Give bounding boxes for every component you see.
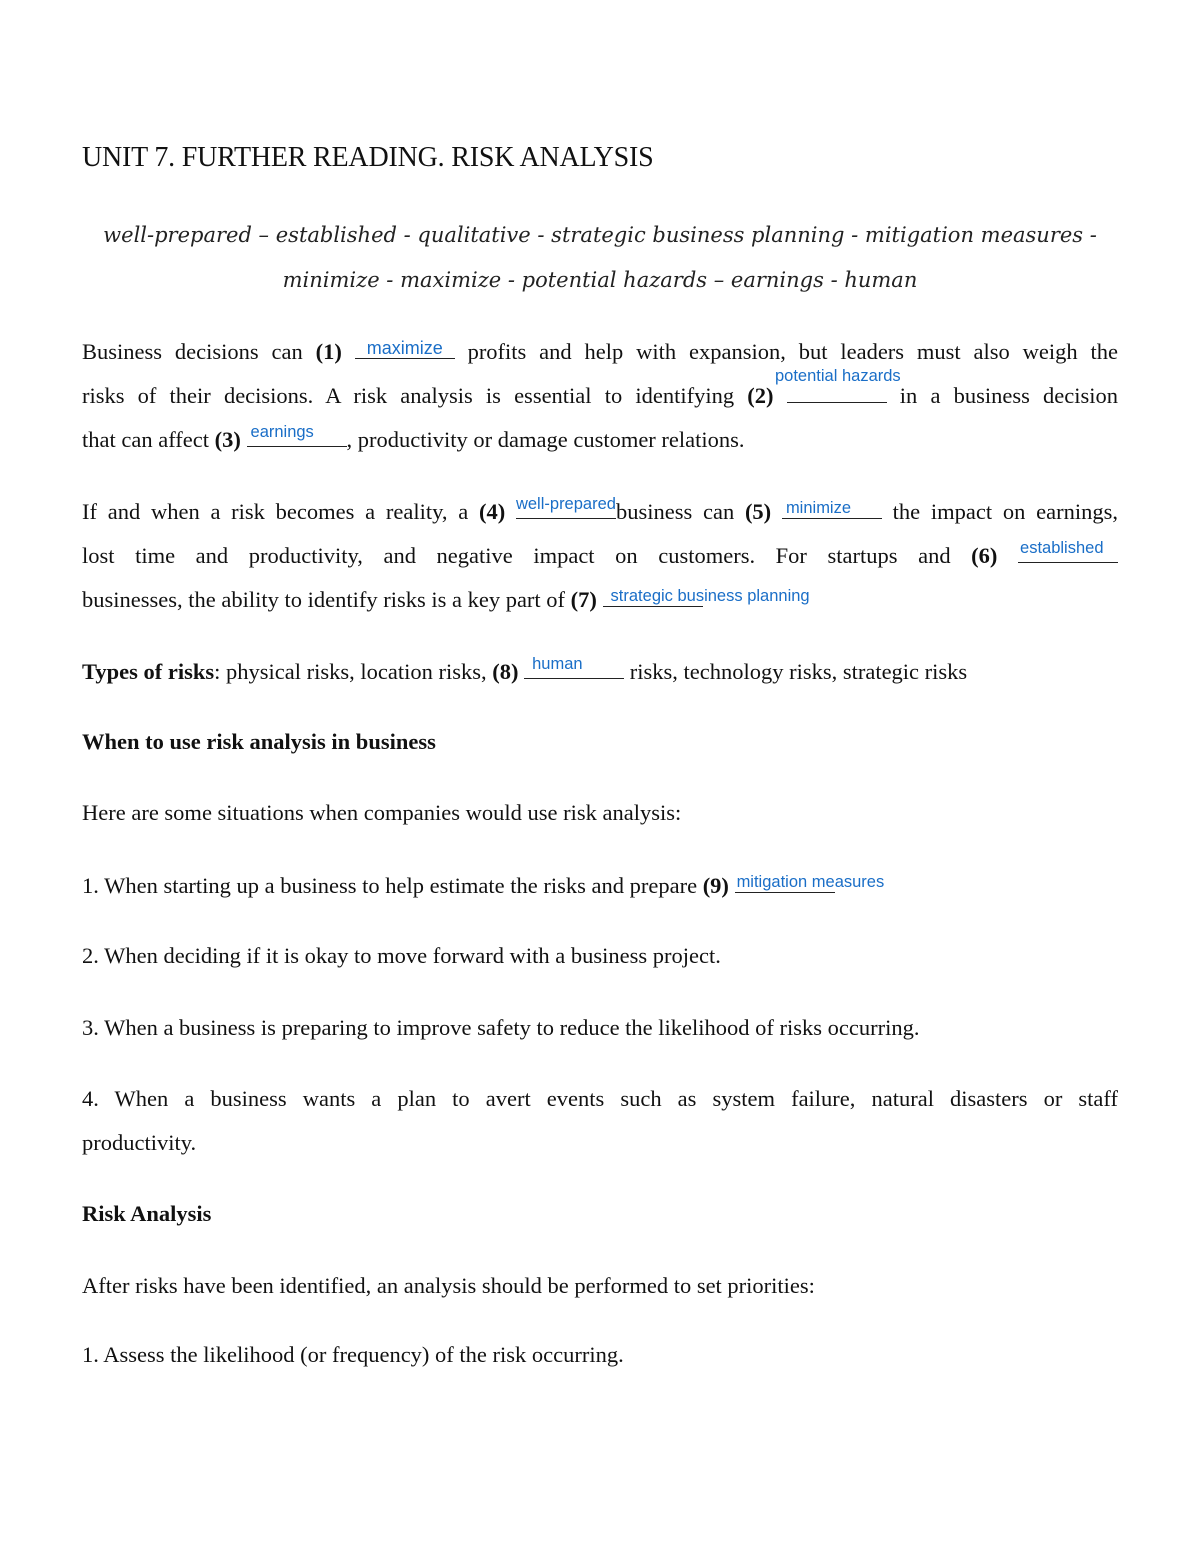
step-1: 1. Assess the likelihood (or frequency) of the risk occurring. [82,1342,624,1367]
situation-4-line-1: 4. When a business wants a plan to avert events such as system failure, natural disasters or staff [82,1086,1118,1111]
page-title: UNIT 7. FURTHER READING. RISK ANALYSIS [82,142,654,173]
word-bank-line-2: minimize - maximize - potential hazards – earnings - human [282,268,918,292]
answer-8: human [532,655,583,673]
word-bank-line-1: well-prepared – established - qualitative - strategic business planning - mitigation measures - [103,223,1097,247]
situation-3: 3. When a business is preparing to improve safety to reduce the likelihood of risks occurring. [82,1015,920,1040]
blank-5 [782,496,882,519]
answer-7: strategic business planning [610,587,810,605]
para1-line-1: Business decisions can (1) maximize profits and help with expansion, but leaders must also weigh the [82,338,1118,364]
answer-6: established [1020,539,1104,557]
situation-1: 1. When starting up a business to help estimate the risks and prepare (9) mitigation measures [82,870,1118,901]
para1-line-3: that can affect (3) earnings , productivity or damage customer relations. [82,423,745,452]
blank-2 [787,380,887,403]
answer-4: well-prepared [515,495,616,513]
blank-9 [735,870,885,893]
answer-9: mitigation measures [736,873,885,891]
para2-line-2: lost time and productivity, and negative impact on customers. For startups and (6) established [82,540,1118,571]
answer-2: potential hazards [775,367,901,385]
situation-4-line-2: productivity. [82,1130,197,1155]
blank-1 [355,336,455,359]
answer-3: earnings [250,423,314,441]
situation-2: 2. When deciding if it is okay to move forward with a business project. [82,943,721,968]
intro-analysis: After risks have been identified, an analysis should be performed to set priorities: [82,1273,815,1298]
blank-6 [1018,540,1118,563]
answer-1: maximize [366,338,443,358]
answer-5: minimize [785,499,852,517]
heading-risk-analysis: Risk Analysis [82,1201,212,1226]
blank-7 [603,584,810,607]
para2-line-1: If and when a risk becomes a reality, a (4) well-prepared business can (5) minimize the impact on earnings, [82,495,1118,524]
types-of-risks-line: Types of risks: physical risks, location risks, (8) human risks, technology risks, strategic risks [82,655,968,684]
blank-4 [516,496,616,519]
blank-3 [247,424,347,447]
blank-8 [524,656,624,679]
para1-line-2: risks of their decisions. A risk analysis is essential to identifying (2) in a business decision [82,380,1118,411]
intro-when: Here are some situations when companies would use risk analysis: [82,800,682,825]
heading-when-to-use: When to use risk analysis in business [82,729,436,754]
para2-line-3: businesses, the ability to identify risks is a key part of (7) strategic business planning [82,584,1118,615]
